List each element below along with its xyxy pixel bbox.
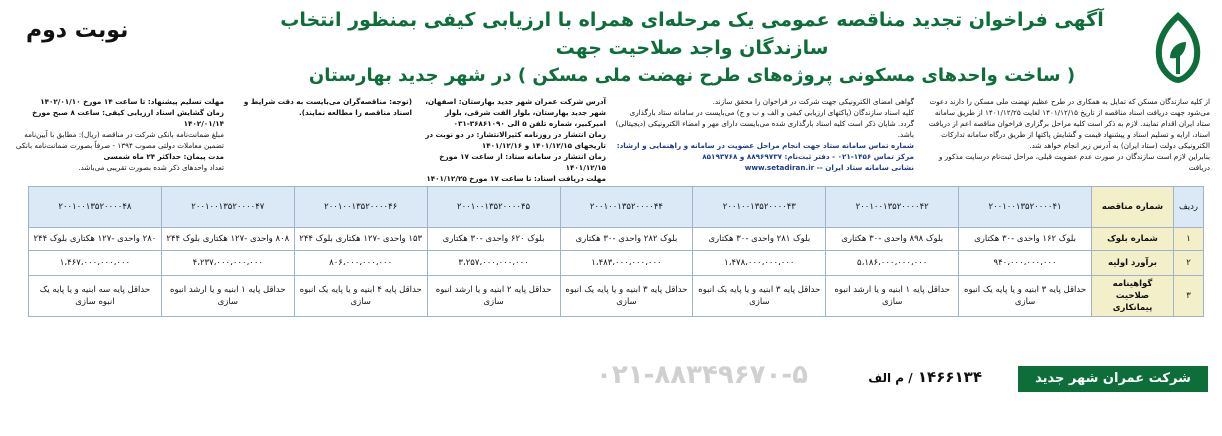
table-cell: ۲۰۰۱۰۰۱۳۵۲۰۰۰۰۴۸ <box>29 187 162 228</box>
table-cell: ۲۰۰۱۰۰۱۳۵۲۰۰۰۰۴۶ <box>294 187 427 228</box>
leaf-logo-icon <box>1148 12 1208 84</box>
table-cell: حداقل پایه ۱ ابنیه و یا ارشد انبوه سازی <box>161 276 294 317</box>
table-cell: ۹۴۰،۰۰۰،۰۰۰،۰۰۰ <box>959 251 1092 276</box>
setad-website: نشانی سامانه ستاد ایران -- www.setadiran.ir <box>744 163 914 172</box>
table-cell: ۳،۲۵۷،۰۰۰،۰۰۰،۰۰۰ <box>427 251 560 276</box>
table-cell: ۲۰۰۱۰۰۱۳۵۲۰۰۰۰۴۳ <box>693 187 826 228</box>
proposal-deadline: مهلت تسلیم پیشنهاد: تا ساعت ۱۴ مورخ ۱۴۰۲/۰۱/۱۰ <box>40 97 224 106</box>
intro-paragraph: گواهی امضای الکترونیکی جهت شرکت در فراخوان را محقق سازند. <box>712 97 914 106</box>
table-cell: ۲۰۰۱۰۰۱۳۵۲۰۰۰۰۴۴ <box>560 187 693 228</box>
ad-code-suffix: / م الف <box>868 371 913 385</box>
newspaper-publish-date: زمان انتشار در روزنامه کثیرالانتشار: در دو نوبت در تاریخهای ۱۴۰۱/۱۲/۱۵ و ۱۴۰۱/۱۲/۱۶ <box>425 130 606 150</box>
table-row <box>29 228 1204 251</box>
table-cell: ۲۰۰۱۰۰۱۳۵۲۰۰۰۰۴۷ <box>161 187 294 228</box>
table-cell: بلوک ۲۸۲ واحدی -۳۰ هکتاری <box>560 228 693 251</box>
attention-note: (توجه: مناقصه‌گران می‌بایست به دقت شرایط و اسناد مناقصه را مطالعه نمایند). <box>243 97 412 117</box>
ad-code-number: ۱۴۶۶۱۳۴ <box>917 368 982 386</box>
table-row <box>29 187 1204 228</box>
table-cell: ۸۰۸ واحدی -۱۲۷ هکتاری بلوک ۲۴۴ <box>161 228 294 251</box>
intro-column-3 <box>420 96 606 184</box>
round-label: نوبت دوم <box>26 18 129 43</box>
table-cell: ۴،۲۳۷،۰۰۰،۰۰۰،۰۰۰ <box>161 251 294 276</box>
table-cell: حداقل پایه ۱ ابنیه و یا ارشد انبوه سازی <box>826 276 959 317</box>
title-line-2: ( ساخت واحدهای مسکونی پروژه‌های طرح نهضت ملی مسکن ) در شهر جدید بهارستان <box>308 65 1076 86</box>
intro-paragraph: کلیه اسناد سازندگان (پاکتهای ارزیابی کیفی و الف و ب و ج) می‌بایست در سامانه ستاد بارگذاری گردد. شایان ذکر است کلیه اسناد بارگذاری شده می‌بایست دارای مهر و امضاء الکترونیکی (دیجیتالی) باشد. <box>615 108 914 139</box>
table-cell: بلوک ۶۲۰ واحدی -۳۰ هکتاری <box>427 228 560 251</box>
setad-publish-date: زمان انتشار در سامانه ستاد: از ساعت ۱۷ مورخ ۱۴۰۱/۱۲/۱۵ <box>439 152 606 172</box>
setad-phone: مرکز تماس ۱۴۵۶-۰۲۱ - دفتر ثبت‌نام: ۸۸۹۶۹۷۳۷ و ۸۵۱۹۳۷۶۸ <box>702 152 914 161</box>
table-cell: ۲۰۰۱۰۰۱۳۵۲۰۰۰۰۴۵ <box>427 187 560 228</box>
table-cell: بلوک ۸۹۸ واحدی -۳۰ هکتاری <box>826 228 959 251</box>
company-address: آدرس شرکت عمران شهر جدید بهارستان: اصفهان، شهر جدید بهارستان، بلوار الفت شرقی، بلوار امیرکبیر، شماره تلفن ۵ الی ۳۶۸۶۱۰۹۰-۰۳۱ <box>425 97 606 128</box>
table-cell: بلوک ۱۶۲ واحدی -۳۰ هکتاری <box>959 228 1092 251</box>
table-cell: ۱،۴۷۸،۰۰۰،۰۰۰،۰۰۰ <box>693 251 826 276</box>
watermark-phone: ۰۲۱-۸۸۳۴۹۶۷۰-۵ <box>595 360 808 390</box>
row-number: ۳ <box>1174 276 1204 317</box>
table-cell: ۲۸۰ واحدی -۱۲۷ هکتاری بلوک ۲۴۴ <box>29 228 162 251</box>
table-cell: ۸۰۶،۰۰۰،۰۰۰،۰۰۰ <box>294 251 427 276</box>
document-deadline: مهلت دریافت اسناد: تا ساعت ۱۷ مورخ ۱۴۰۱/۱۲/۲۵ <box>426 174 606 183</box>
intro-paragraph: از کلیه سازندگان مسکن که تمایل به همکاری در طرح عظیم نهضت ملی مسکن را دارند دعوت می‌شود جهت دریافت اسناد مناقصه از تاریخ ۱۴۰۱/۱۲/۱۵ لغایت ۱۴۰۱/۱۲/۲۵ از طریق سامانه ستاد ایران اقدام نمایند. لازم به ذکر است کلیه مراحل برگزاری فراخوان مناقصه اعم از دریافت اسناد، ارایه و تسلیم اسناد و پیشنهاد قیمت و گشایش پاکتها از طریق درگاه سامانه تدارکات الکترونیکی دولت (ستاد ایران) به آدرس زیر انجام خواهد شد. <box>928 97 1210 150</box>
table-cell: ۱۵۳ واحدی -۱۲۷ هکتاری بلوک ۲۴۴ <box>294 228 427 251</box>
row-label: شماره مناقصه <box>1092 187 1174 228</box>
table-row <box>29 251 1204 276</box>
table-cell: ۵،۱۸۶،۰۰۰،۰۰۰،۰۰۰ <box>826 251 959 276</box>
table-cell: ۲۰۰۱۰۰۱۳۵۲۰۰۰۰۴۱ <box>959 187 1092 228</box>
tender-table <box>28 186 1204 317</box>
title-line-1: آگهی فراخوان تجدید مناقصه عمومی یک مرحله‌ای همراه با ارزیابی کیفی بمنظور انتخاب سازندگان واجد صلاحیت جهت <box>280 9 1104 59</box>
table-cell: حداقل پایه سه ابنیه و یا پایه یک انبوه سازی <box>29 276 162 317</box>
notice-title <box>252 6 1132 90</box>
intro-paragraph: بنابراین لازم است سازندگان در صورت عدم عضویت قبلی، مراحل ثبت‌نام درسایت مذکور و دریافت <box>939 152 1210 172</box>
row-label: برآورد اولیه <box>1092 251 1174 276</box>
table-cell: حداقل پایه ۳ ابنیه و یا پایه یک انبوه سازی <box>560 276 693 317</box>
contract-duration: مدت پیمان: حداکثر ۲۴ ماه شمسی <box>103 152 224 161</box>
ad-code <box>862 368 982 386</box>
opening-time: زمان گشایش اسناد ارزیابی کیفی: ساعت ۸ صبح مورخ ۱۴۰۲/۰۱/۱۴ <box>32 108 224 128</box>
table-cell: ۱،۴۸۳،۰۰۰،۰۰۰،۰۰۰ <box>560 251 693 276</box>
table-row <box>29 276 1204 317</box>
table-cell: بلوک ۲۸۱ واحدی -۳۰ هکتاری <box>693 228 826 251</box>
footer <box>112 360 1208 412</box>
table-cell: حداقل پایه ۳ ابنیه و یا پایه یک انبوه سازی <box>693 276 826 317</box>
guarantee-amount: مبلغ ضمانت‌نامه بانکی شرکت در مناقصه (ریال): مطابق با آیین‌نامه تضمین معاملات دولتی مصوب ۱۳۹۴ - صرفاً بصورت ضمانت‌نامه بانکی <box>15 130 224 150</box>
intro-column-1 <box>920 96 1210 173</box>
intro-column-2 <box>614 96 914 173</box>
units-note: تعداد واحدهای ذکر شده بصورت تقریبی می‌باشد. <box>78 163 224 172</box>
table-cell: حداقل پایه ۳ ابنیه و یا پایه یک انبوه سازی <box>959 276 1092 317</box>
intro-column-5 <box>12 96 224 173</box>
table-cell: حداقل پایه ۲ ابنیه و یا ارشد انبوه سازی <box>427 276 560 317</box>
row-number: ۱ <box>1174 228 1204 251</box>
row-label: گواهینامه صلاحیت پیمانکاری <box>1092 276 1174 317</box>
table-cell: ۲۰۰۱۰۰۱۳۵۲۰۰۰۰۴۲ <box>826 187 959 228</box>
radif-header: ردیف <box>1174 187 1204 228</box>
table-cell: حداقل پایه ۴ ابنیه و یا پایه یک انبوه سازی <box>294 276 427 317</box>
table-cell: ۱،۴۶۷،۰۰۰،۰۰۰،۰۰۰ <box>29 251 162 276</box>
intro-column-4 <box>232 96 412 118</box>
row-label: شماره بلوک <box>1092 228 1174 251</box>
row-number: ۲ <box>1174 251 1204 276</box>
setad-contact-heading: شماره تماس سامانه ستاد جهت انجام مراحل عضویت در سامانه و راهنمایی و ارشاد: <box>616 141 914 150</box>
company-name: شرکت عمران شهر جدید بهارستان <box>1018 366 1208 392</box>
